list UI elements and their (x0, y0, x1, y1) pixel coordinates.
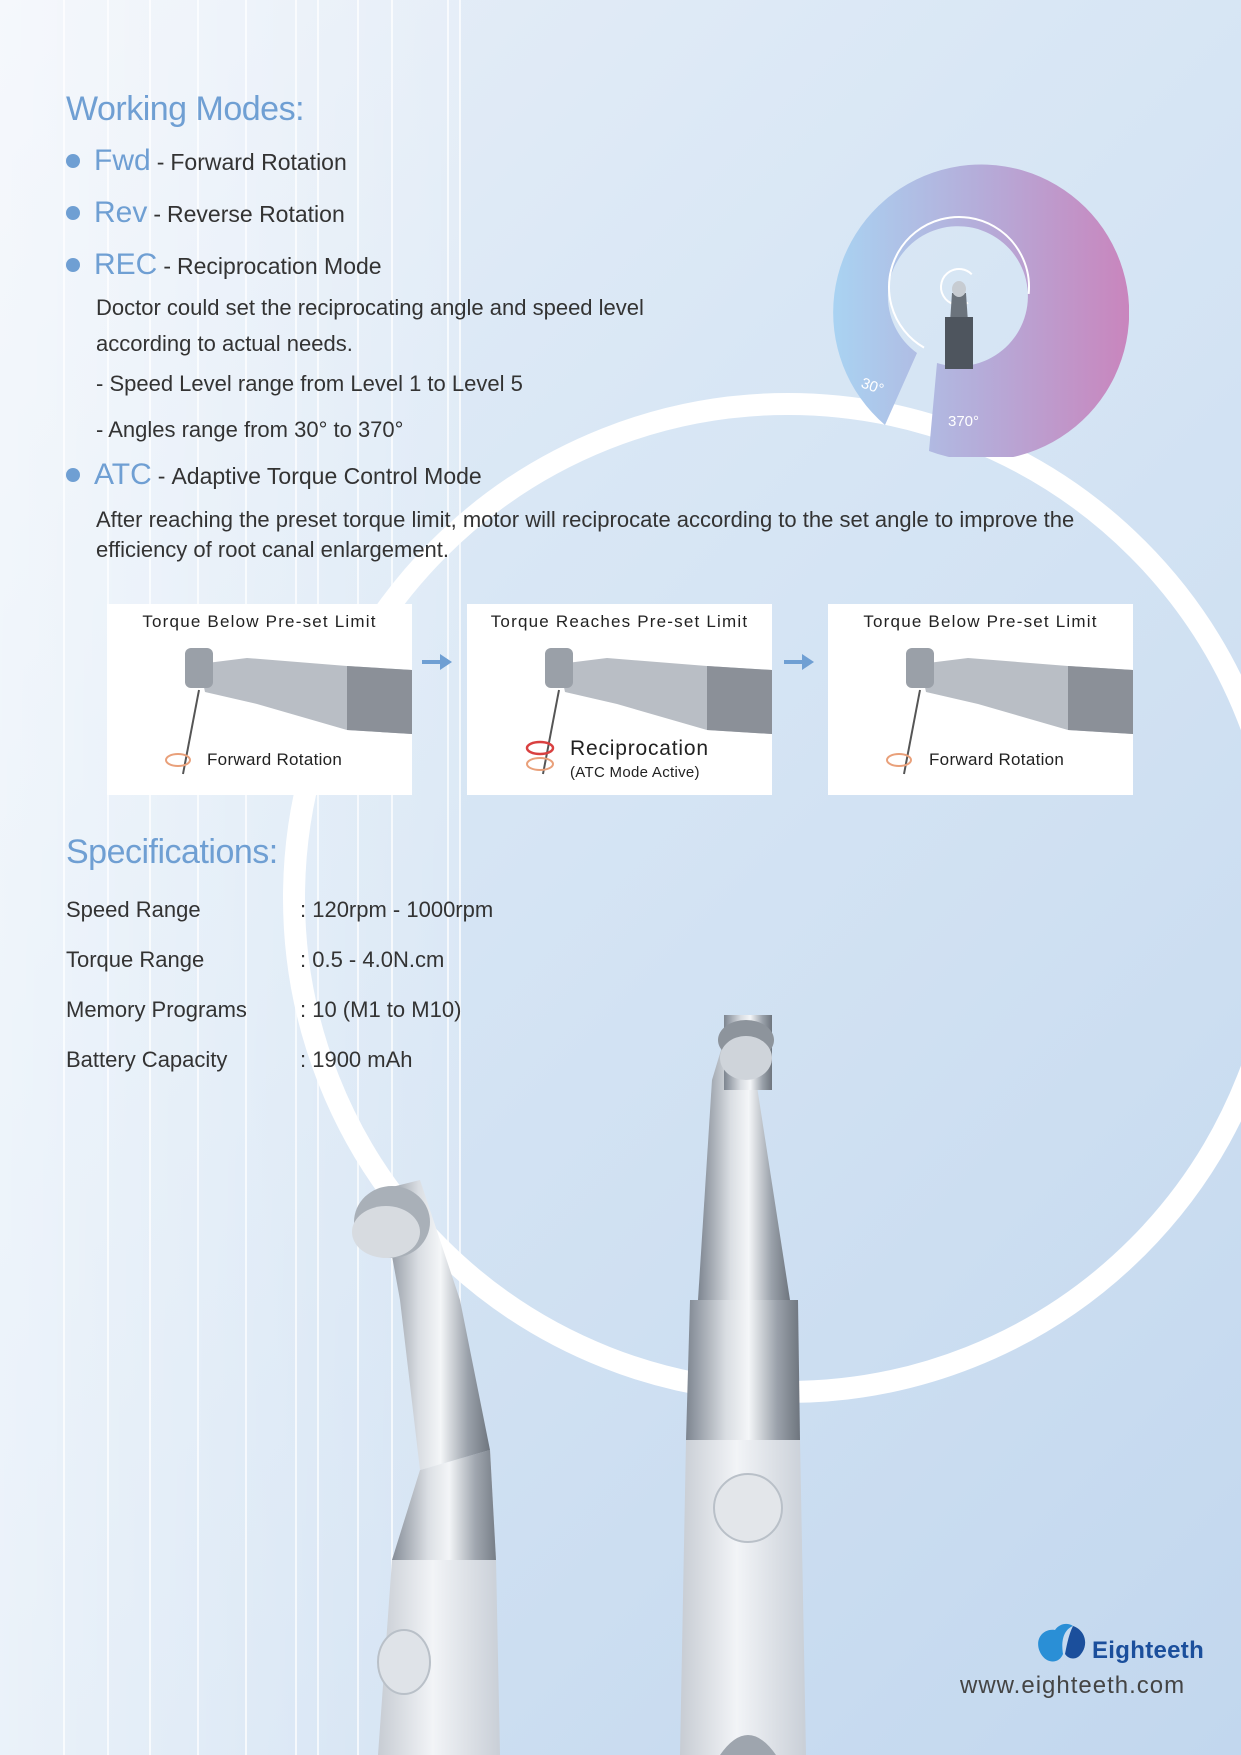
panel-sublabel: (ATC Mode Active) (570, 764, 700, 781)
rec-detail-line1: Doctor could set the reciprocating angle and speed level (96, 295, 644, 320)
angle-max-label: 370° (948, 413, 980, 430)
reciprocation-icon (523, 736, 557, 776)
spec-label: Torque Range (66, 947, 205, 972)
mode-description: Reciprocation Mode (177, 253, 382, 279)
mode-description: Forward Rotation (170, 149, 347, 175)
panel-title: Torque Below Pre-set Limit (863, 612, 1098, 631)
mode-description: Adaptive Torque Control Mode (171, 463, 482, 489)
handpiece-right-illustration (680, 1015, 806, 1755)
brand-url: www.eighteeth.com (960, 1672, 1186, 1699)
forward-rotation-icon (163, 750, 193, 770)
rec-speed-range: - Speed Level range from Level 1 to Level 5 (96, 371, 523, 396)
angle-min-label: 30° (858, 374, 886, 399)
brand-name: Eighteeth (1092, 1637, 1205, 1664)
atc-panel-2 (467, 604, 772, 795)
mode-separator: - (157, 463, 166, 489)
atc-detail-line1: After reaching the preset torque limit, motor will reciprocate according to the set angle to improve the (96, 507, 1075, 532)
mode-atc (66, 458, 482, 492)
spec-label: Memory Programs (66, 997, 247, 1022)
atc-detail-line2: efficiency of root canal enlargement. (96, 537, 450, 562)
mode-fwd (66, 144, 347, 178)
angle-range-diagram (789, 117, 1129, 457)
arrow-right-icon (784, 654, 814, 670)
mode-key: REC (94, 248, 158, 281)
atc-panel-1 (107, 604, 412, 795)
bullet-icon (66, 468, 80, 482)
mode-separator: - (153, 201, 162, 227)
rec-detail-line2: according to actual needs. (96, 331, 353, 356)
bullet-icon (66, 206, 80, 220)
spec-label: Speed Range (66, 897, 201, 922)
spec-value: : 0.5 - 4.0N.cm (300, 947, 445, 972)
panel-label: Forward Rotation (929, 750, 1065, 769)
specifications-title: Specifications: (66, 833, 278, 871)
forward-rotation-icon (884, 750, 914, 770)
mode-key: Fwd (94, 144, 151, 177)
mode-rev (66, 196, 345, 230)
bullet-icon (66, 154, 80, 168)
working-modes-title: Working Modes: (66, 90, 305, 128)
eighteeth-logo-icon (1033, 1620, 1089, 1666)
mode-rec (66, 248, 382, 282)
mode-description: Reverse Rotation (167, 201, 345, 227)
panel-title: Torque Reaches Pre-set Limit (490, 612, 749, 631)
mode-key: ATC (94, 458, 152, 491)
atc-panel-3 (828, 604, 1133, 795)
rec-angle-range: - Angles range from 30° to 370° (96, 417, 404, 442)
spec-label: Battery Capacity (66, 1047, 228, 1072)
mode-separator: - (156, 149, 165, 175)
mode-separator: - (163, 253, 172, 279)
spec-value: : 10 (M1 to M10) (300, 997, 462, 1022)
panel-label: Forward Rotation (207, 750, 343, 769)
panel-label: Reciprocation (570, 737, 709, 760)
mode-key: Rev (94, 196, 148, 229)
arrow-right-icon (422, 654, 452, 670)
bullet-icon (66, 258, 80, 272)
spec-value: : 120rpm - 1000rpm (300, 897, 494, 922)
angle-ring (833, 164, 1129, 457)
panel-title: Torque Below Pre-set Limit (142, 612, 377, 631)
spec-value: : 1900 mAh (300, 1047, 413, 1072)
